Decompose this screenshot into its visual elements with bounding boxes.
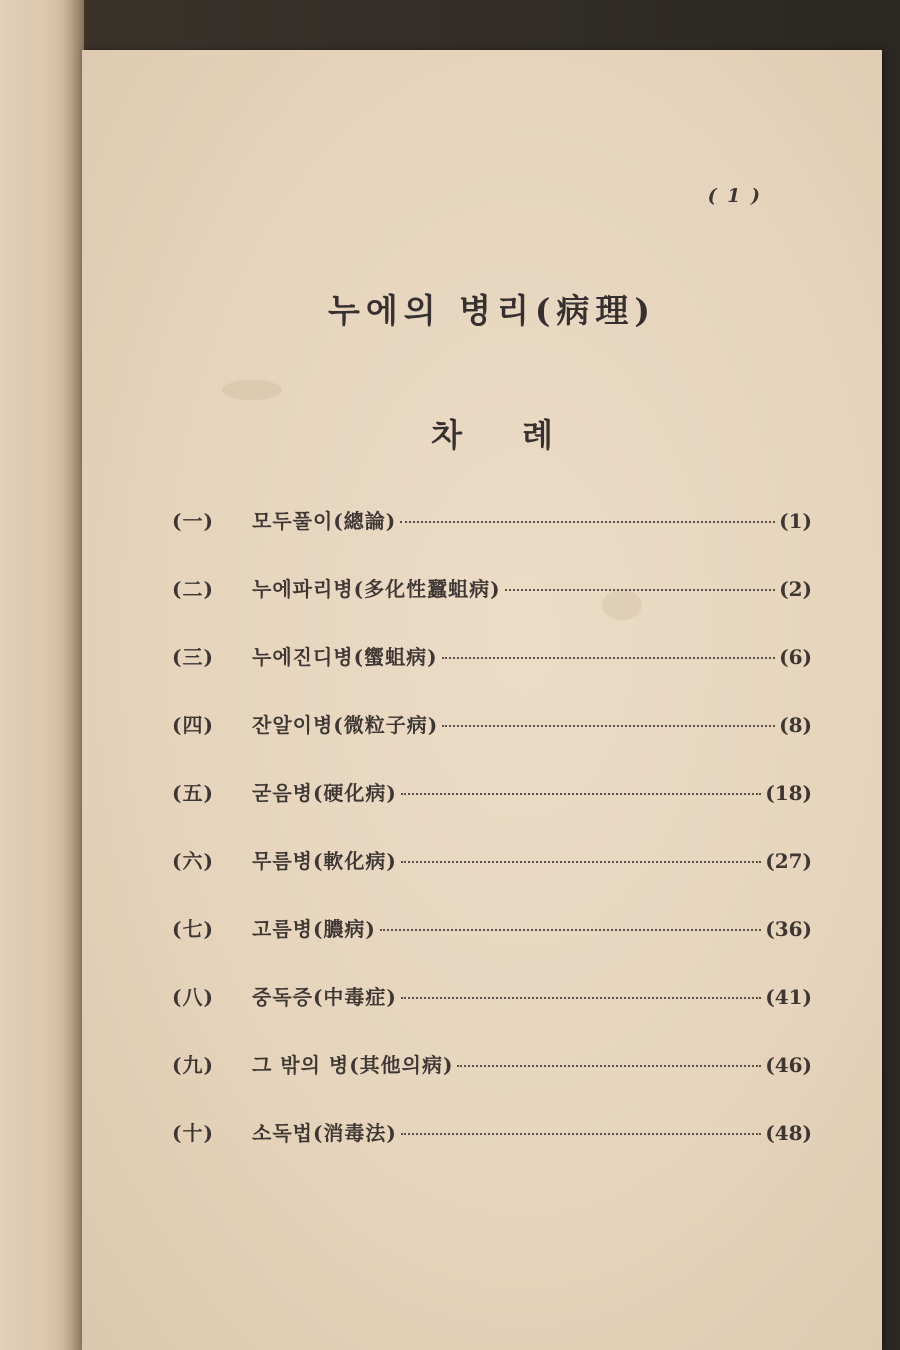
dot-leader: [442, 724, 775, 727]
toc-entry-number: (三): [172, 645, 214, 669]
toc-entry-number: (二): [172, 577, 214, 601]
book-title: 누에의 병리(病理): [327, 291, 657, 330]
dot-leader: [400, 520, 775, 523]
toc-entry-page: (18): [765, 781, 812, 805]
dot-leader: [457, 1064, 761, 1067]
toc-entry: [172, 1049, 812, 1117]
toc-entry-title: 잔알이병(微粒子病): [252, 713, 439, 737]
toc-entry-page: (6): [779, 645, 812, 669]
toc-entry: [172, 709, 812, 777]
toc-entry-page: (27): [765, 849, 812, 873]
toc-entry-page: (41): [765, 985, 812, 1009]
toc-entry-title: 소독법(消毒法): [252, 1121, 397, 1145]
table-of-contents: [172, 505, 812, 1185]
toc-entry: [172, 505, 812, 573]
book-page: [82, 50, 882, 1350]
toc-entry-page: (36): [765, 917, 812, 941]
toc-entry: [172, 641, 812, 709]
toc-entry-number: (七): [172, 917, 214, 941]
toc-entry: [172, 913, 812, 981]
dot-leader: [401, 792, 761, 795]
dot-leader: [401, 996, 761, 999]
toc-entry-page: (48): [765, 1121, 812, 1145]
toc-entry: [172, 777, 812, 845]
toc-entry-number: (五): [172, 781, 214, 805]
toc-entry-title: 누에파리병(多化性蠶蛆病): [252, 577, 501, 601]
toc-entry: [172, 845, 812, 913]
toc-entry-title: 굳음병(硬化病): [252, 781, 397, 805]
toc-entry-title: 무름병(軟化病): [252, 849, 397, 873]
dot-leader: [401, 1132, 761, 1135]
page-content: [82, 50, 882, 1350]
dot-leader: [442, 656, 776, 659]
toc-entry-page: (2): [779, 577, 812, 601]
dot-leader: [380, 928, 761, 931]
toc-entry-page: (1): [779, 509, 812, 533]
toc-entry: [172, 1117, 812, 1185]
toc-entry: [172, 981, 812, 1049]
toc-heading: 차례: [431, 416, 613, 454]
toc-entry-number: (八): [172, 985, 214, 1009]
toc-entry-number: (一): [172, 509, 214, 533]
toc-entry-title: 모두풀이(總論): [252, 509, 397, 533]
toc-entry-page: (8): [779, 713, 812, 737]
toc-entry-number: (九): [172, 1053, 214, 1077]
toc-entry-title: 중독증(中毒症): [252, 985, 397, 1009]
toc-entry-title: 누에진디병(蠁蛆病): [252, 645, 438, 669]
toc-entry-number: (四): [172, 713, 214, 737]
toc-entry-number: (十): [172, 1121, 214, 1145]
toc-entry-title: 그 밖의 병(其他의病): [252, 1053, 454, 1077]
toc-entry-page: (46): [765, 1053, 812, 1077]
page-number: ( 1 ): [707, 185, 762, 207]
dot-leader: [401, 860, 761, 863]
dot-leader: [505, 588, 776, 591]
toc-entry-title: 고름병(膿病): [252, 917, 376, 941]
toc-entry-number: (六): [172, 849, 214, 873]
toc-entry: [172, 573, 812, 641]
